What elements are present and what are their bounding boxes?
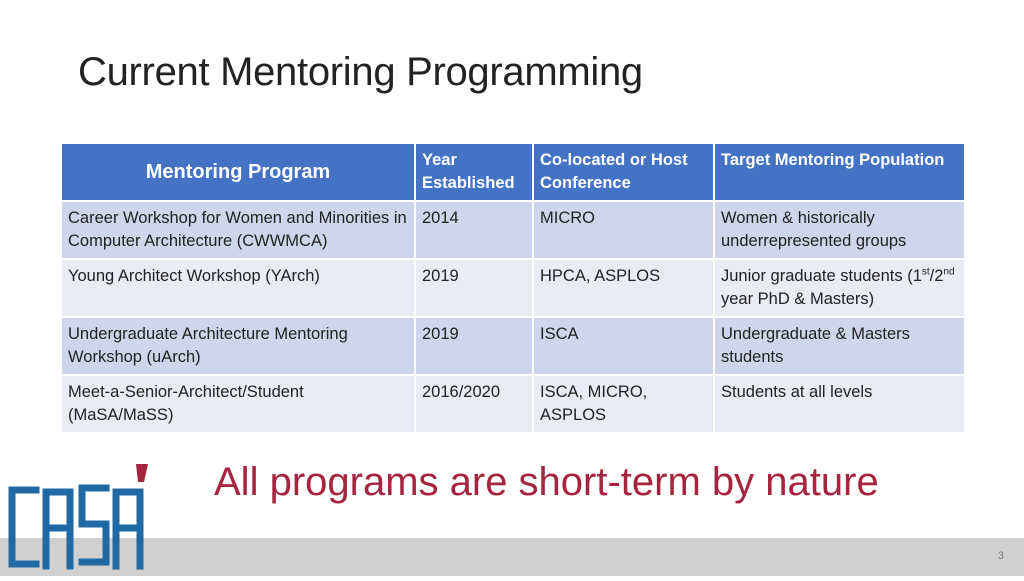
header-target-population: Target Mentoring Population bbox=[714, 143, 965, 201]
table-row bbox=[61, 317, 965, 375]
header-conference: Co-located or Host Conference bbox=[533, 143, 714, 201]
header-year-established: Year Established bbox=[415, 143, 533, 201]
conference-cell: HPCA, ASPLOS bbox=[533, 259, 714, 317]
conference-cell: ISCA, MICRO, ASPLOS bbox=[533, 375, 714, 433]
target-population-cell: Undergraduate & Masters students bbox=[714, 317, 965, 375]
conference-cell: MICRO bbox=[533, 201, 714, 259]
target-population-cell: Women & historically underrepresented groups bbox=[714, 201, 965, 259]
program-name-cell: Career Workshop for Women and Minorities in Computer Architecture (CWWMCA) bbox=[61, 201, 415, 259]
logo-accent-mark bbox=[136, 464, 148, 482]
conference-cell: ISCA bbox=[533, 317, 714, 375]
footer-bar bbox=[0, 538, 1024, 576]
ordinal-st: st bbox=[921, 266, 930, 278]
program-name-cell: Undergraduate Architecture Mentoring Workshop (uArch) bbox=[61, 317, 415, 375]
target-prefix: Junior graduate students (1 bbox=[721, 267, 922, 285]
target-population-cell bbox=[714, 259, 965, 317]
table-row bbox=[61, 201, 965, 259]
table-header-row bbox=[61, 143, 965, 201]
program-name-cell: Meet-a-Senior-Architect/Student (MaSA/MaSS) bbox=[61, 375, 415, 433]
table-row bbox=[61, 259, 965, 317]
year-cell: 2016/2020 bbox=[415, 375, 533, 433]
casa-logo bbox=[2, 462, 152, 576]
slide-title: Current Mentoring Programming bbox=[78, 50, 643, 94]
header-mentoring-program: Mentoring Program bbox=[61, 143, 415, 201]
ordinal-nd: nd bbox=[943, 266, 955, 278]
table-row bbox=[61, 375, 965, 433]
year-cell: 2019 bbox=[415, 317, 533, 375]
page-number: 3 bbox=[997, 550, 1004, 562]
target-slash: /2 bbox=[929, 267, 944, 285]
target-population-cell: Students at all levels bbox=[714, 375, 965, 433]
year-cell: 2019 bbox=[415, 259, 533, 317]
casa-logo-graphic bbox=[2, 462, 152, 576]
mentoring-programs-table bbox=[60, 142, 966, 434]
summary-statement: All programs are short-term by nature bbox=[214, 460, 879, 504]
program-name-cell: Young Architect Workshop (YArch) bbox=[61, 259, 415, 317]
target-suffix: year PhD & Masters) bbox=[721, 290, 875, 308]
year-cell: 2014 bbox=[415, 201, 533, 259]
